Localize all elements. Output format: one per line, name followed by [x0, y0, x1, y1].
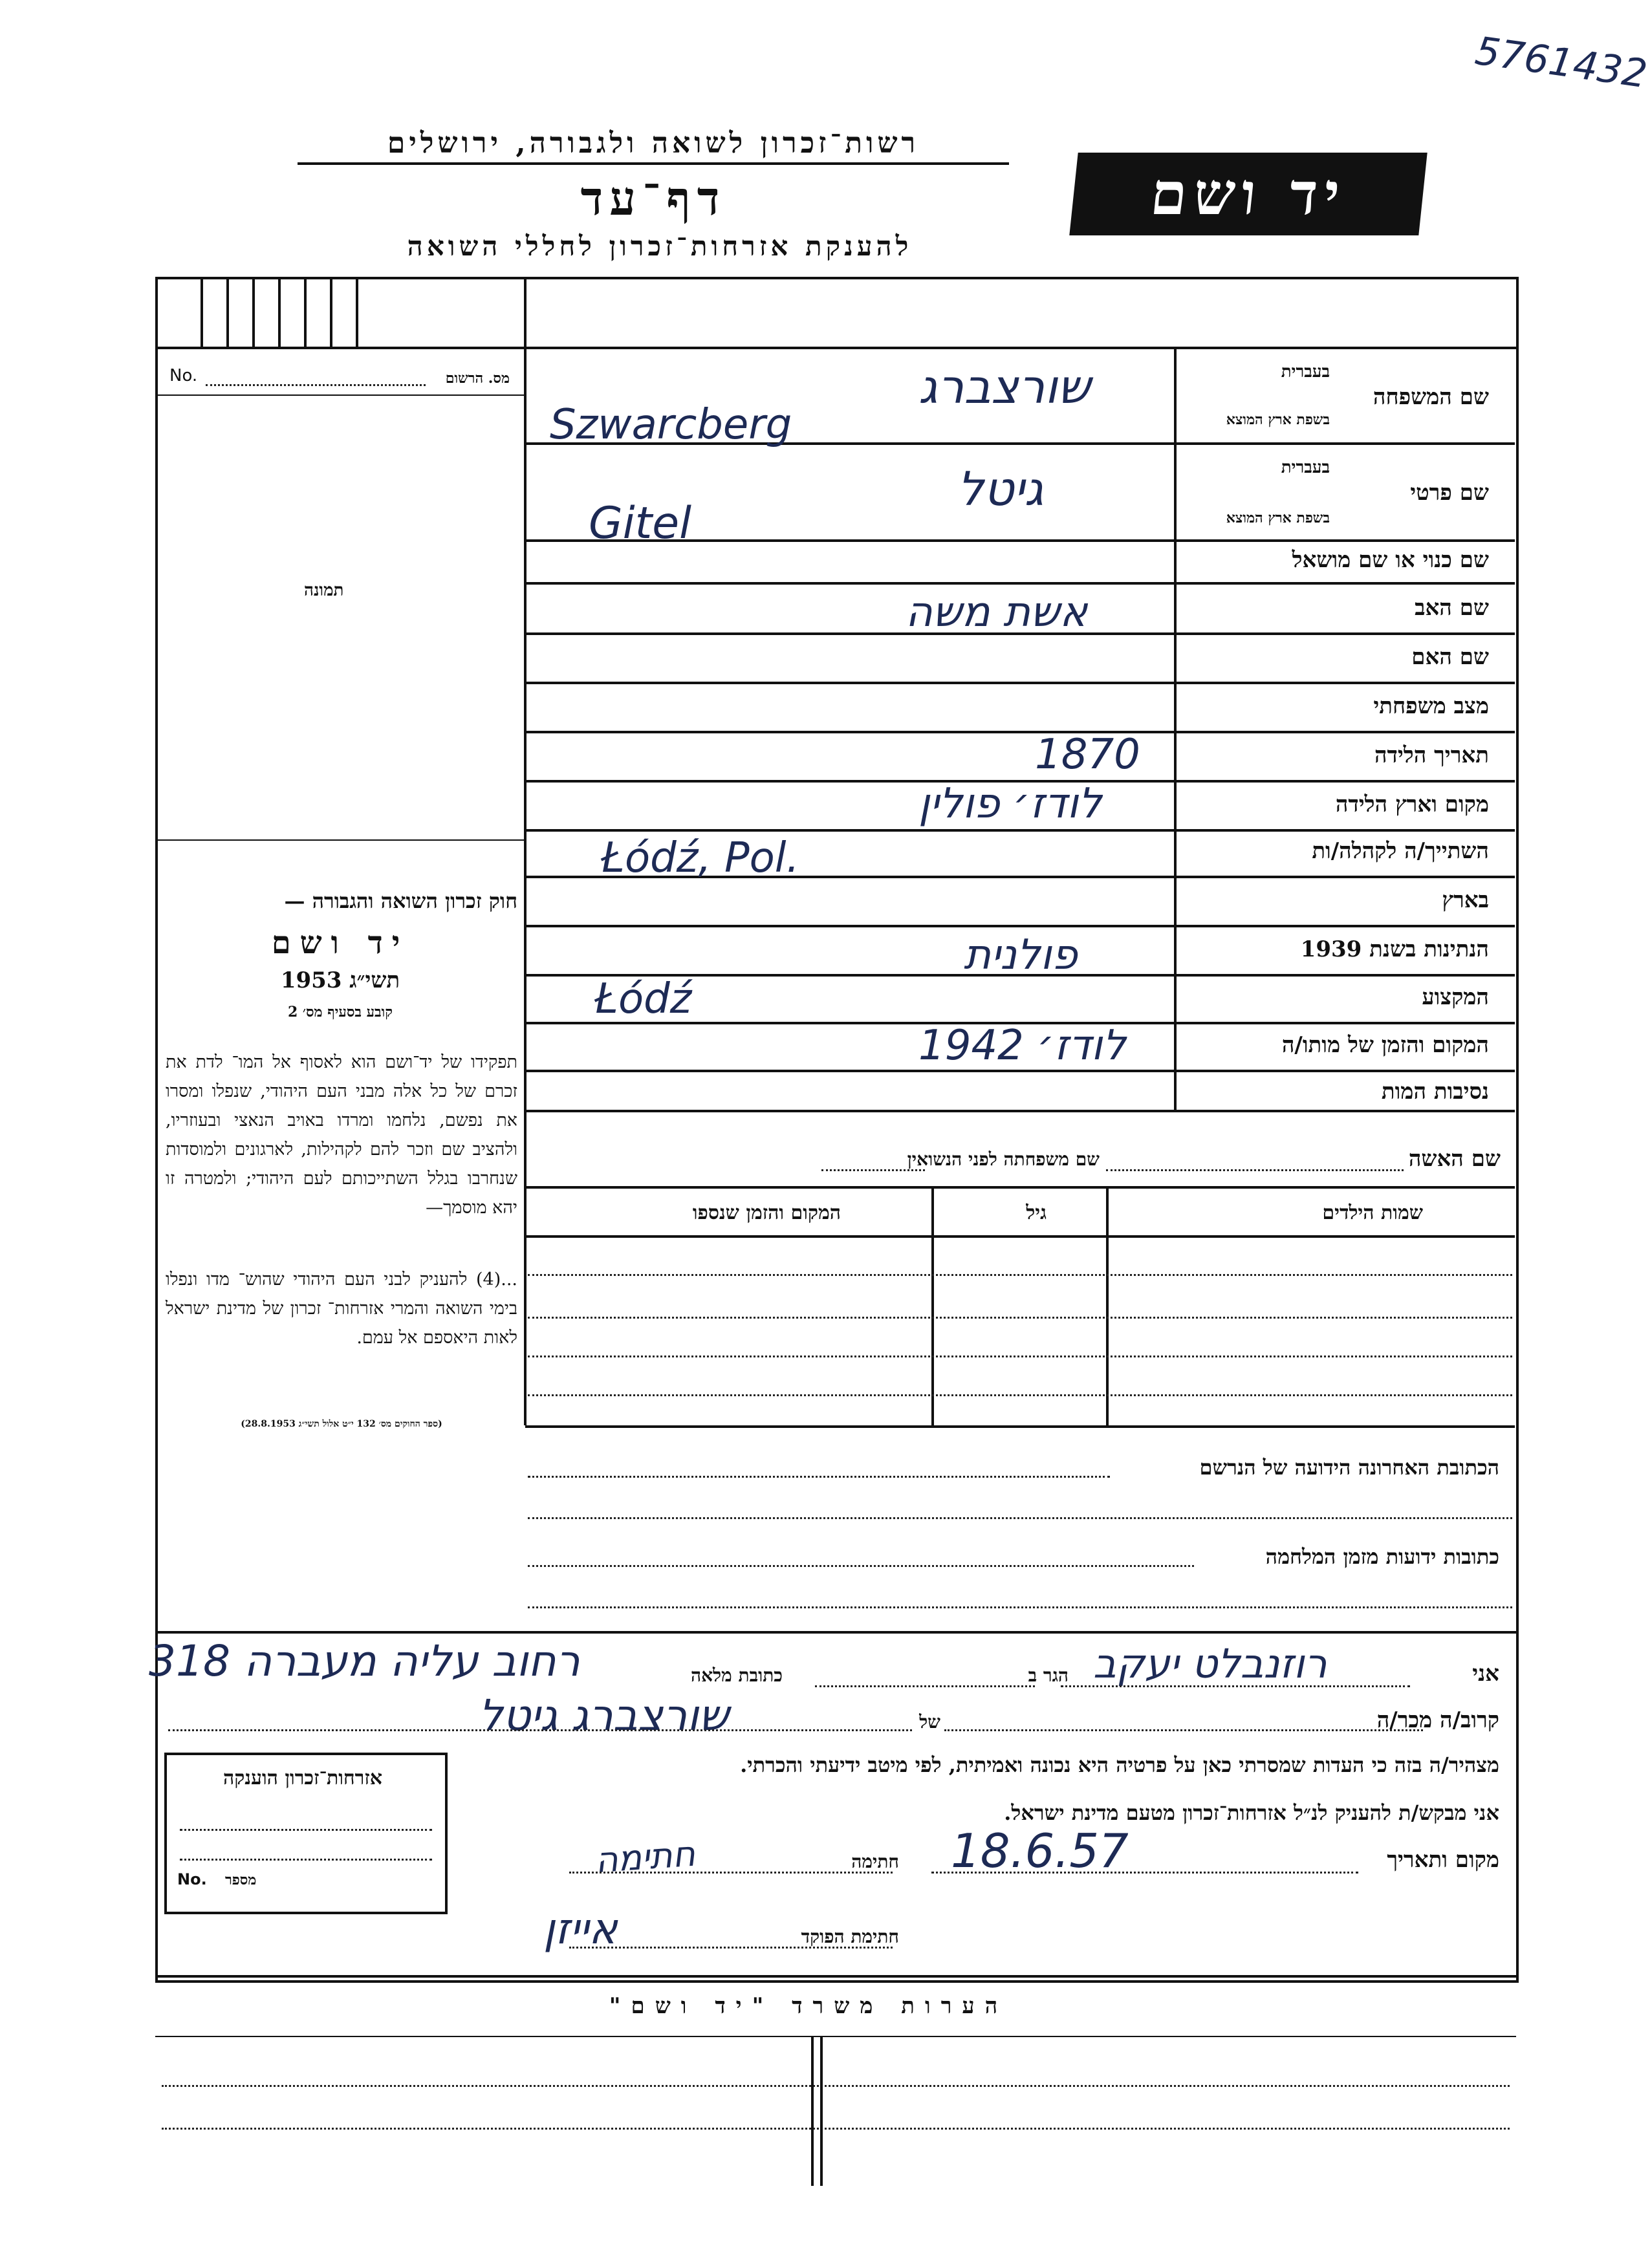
label-marital: מצב משפחתי — [1373, 693, 1489, 719]
law-source: (ספר החוקים מס׳ 132 י״ט אלול תשי״ג 28.8.1953) — [241, 1419, 442, 1429]
value-profession: Łódź — [595, 975, 692, 1023]
form-subtitle: להענקת אזרחות־זכרון לחללי השואה — [407, 230, 913, 262]
label-last-address: הכתובת האחרונה הידועה של הנרשם — [1199, 1455, 1499, 1480]
photo-label: תמונה — [304, 581, 344, 600]
label-death: המקום והזמן של מותו/ה — [1281, 1032, 1489, 1058]
value-witness-address: רחוב עליה מעברה 318 — [149, 1636, 580, 1686]
value-witness-name: רוזנבלט יעקב — [1093, 1640, 1327, 1687]
value-citizenship: פולנית — [964, 931, 1078, 979]
label-family-hebrew: בעברית — [1281, 362, 1330, 382]
label-first-name: שם פרטי — [1410, 480, 1489, 506]
law-clause: קובע בסעיף מס׳ 2 — [287, 1004, 393, 1021]
logo-text: יד ושם — [1147, 160, 1350, 228]
value-death: לודז׳ 1942 — [918, 1022, 1126, 1070]
office-remarks: הערות משרד "יד ושם" — [609, 1993, 1008, 2019]
declaration-request: אני מבקש/ת להעניק לנ״ל אזרחות־זכרון מטעם מדינת ישראל. — [1004, 1800, 1499, 1825]
value-first-origin: Gitel — [589, 498, 691, 549]
box-title: אזרחות־זכרון הוענקה — [223, 1767, 383, 1789]
value-of-name: שורצברג גיטל — [479, 1690, 730, 1740]
col-age: גיל — [1026, 1202, 1047, 1224]
label-full-address: כתובת מלאה — [690, 1665, 783, 1686]
label-wife-name: שם האשה — [1408, 1146, 1501, 1172]
box-no: No. — [177, 1870, 207, 1888]
col-place-time: המקום והזמן שנספו — [692, 1202, 841, 1224]
law-text-1: תפקידו של יד־ושם הוא לאסוף אל המו־ לדת את זכרם של כל אלה מבני העם היהודי, שנפלו ומסרו את נפשם, נלחמו ומרדו באויב הנאצי ובעוזריו, ולהציב שם וזכר להם לקהילות, לארגונים ולמוסדות שנחרבו בגלל השתייכותם לעם היהודי; ולמטרה זו יהא מוסמך— — [166, 1052, 517, 1218]
label-community: השתייך/ה לקהלה/ות — [1312, 838, 1489, 864]
label-birth-date: תאריך הלידה — [1374, 742, 1489, 768]
label-wartime-addresses: כתובות ידועות מזמן המלחמה — [1265, 1544, 1499, 1569]
label-citizenship: הנתינות בשנת 1939 — [1300, 936, 1489, 962]
label-birth-place: מקום וארץ הלידה — [1335, 792, 1489, 817]
label-relative: קרוב/ה מכר/ה — [1376, 1707, 1499, 1733]
label-family-name: שם המשפחה — [1373, 384, 1489, 410]
label-of: של — [919, 1711, 940, 1733]
label-place-date: מקום ותאריך — [1387, 1847, 1499, 1873]
form-title: דף־עד — [580, 171, 726, 226]
label-i: אני — [1472, 1661, 1499, 1687]
value-family-hebrew: שורצברג — [918, 360, 1091, 414]
value-signature: חתימה — [593, 1833, 697, 1881]
label-officer-signature: חתימת הפוקד — [801, 1926, 899, 1947]
label-first-hebrew: בעברית — [1281, 458, 1330, 477]
authority-header: רשות־זכרון לשואה ולגבורה, ירושלים — [298, 127, 1009, 165]
label-family-origin: בשפת ארץ המוצא — [1226, 411, 1330, 428]
declaration-statement: מצהיר/ה בזה כי העדות שמסרתי כאן על פרטיה היא נכונה ואמיתית, לפי מיטב ידיעתי והכרתי. — [740, 1753, 1499, 1777]
col-children: שמות הילדים — [1322, 1202, 1423, 1224]
value-birth-date: 1870 — [1035, 731, 1140, 779]
value-first-hebrew: גיטל — [957, 462, 1044, 516]
value-birth-place: לודז׳ פולין — [918, 780, 1102, 828]
label-resides: הגר ב — [1028, 1665, 1069, 1686]
corner-number: 5761432 — [1472, 28, 1650, 98]
label-country: בארץ — [1442, 887, 1489, 913]
yad-vashem-logo — [1069, 153, 1427, 235]
value-family-origin: Szwarcberg — [550, 401, 792, 449]
label-profession: המקצוע — [1422, 984, 1489, 1010]
label-father: שם האב — [1415, 595, 1489, 621]
value-date: 18.6.57 — [951, 1824, 1129, 1878]
value-officer-signature: אייזן — [543, 1904, 618, 1954]
box-number-label: מספר — [225, 1872, 257, 1888]
law-name: יד ושם — [271, 925, 409, 961]
label-mother: שם האם — [1411, 644, 1489, 670]
law-text-2: ...(4) להעניק לבני העם היהודי שהוש־ מדו ונפלו בימי השואה והמרי אזרחות־ זכרון של מדינת ישראל לאות היאספם אל עמם. — [166, 1269, 517, 1348]
label-circumstances: נסיבות המות — [1381, 1079, 1489, 1105]
value-father: אשת משה — [906, 589, 1088, 636]
label-first-origin: בשפת ארץ המוצא — [1226, 510, 1330, 526]
reg-no-prefix: No. — [169, 366, 198, 385]
citizenship-box — [164, 1753, 448, 1914]
reg-no-label: מס. הרשום — [445, 370, 510, 387]
law-title: חוק זכרון השואה והגבורה — — [284, 889, 517, 913]
label-maiden-name: שם משפחתה לפני הנשואין — [907, 1149, 1100, 1170]
label-signature: חתימה — [851, 1851, 899, 1872]
law-year: תשי״ג 1953 — [280, 967, 400, 993]
label-nickname: שם כנוי או שם מושאל — [1292, 547, 1489, 573]
value-community: Łódź, Pol. — [602, 834, 799, 882]
